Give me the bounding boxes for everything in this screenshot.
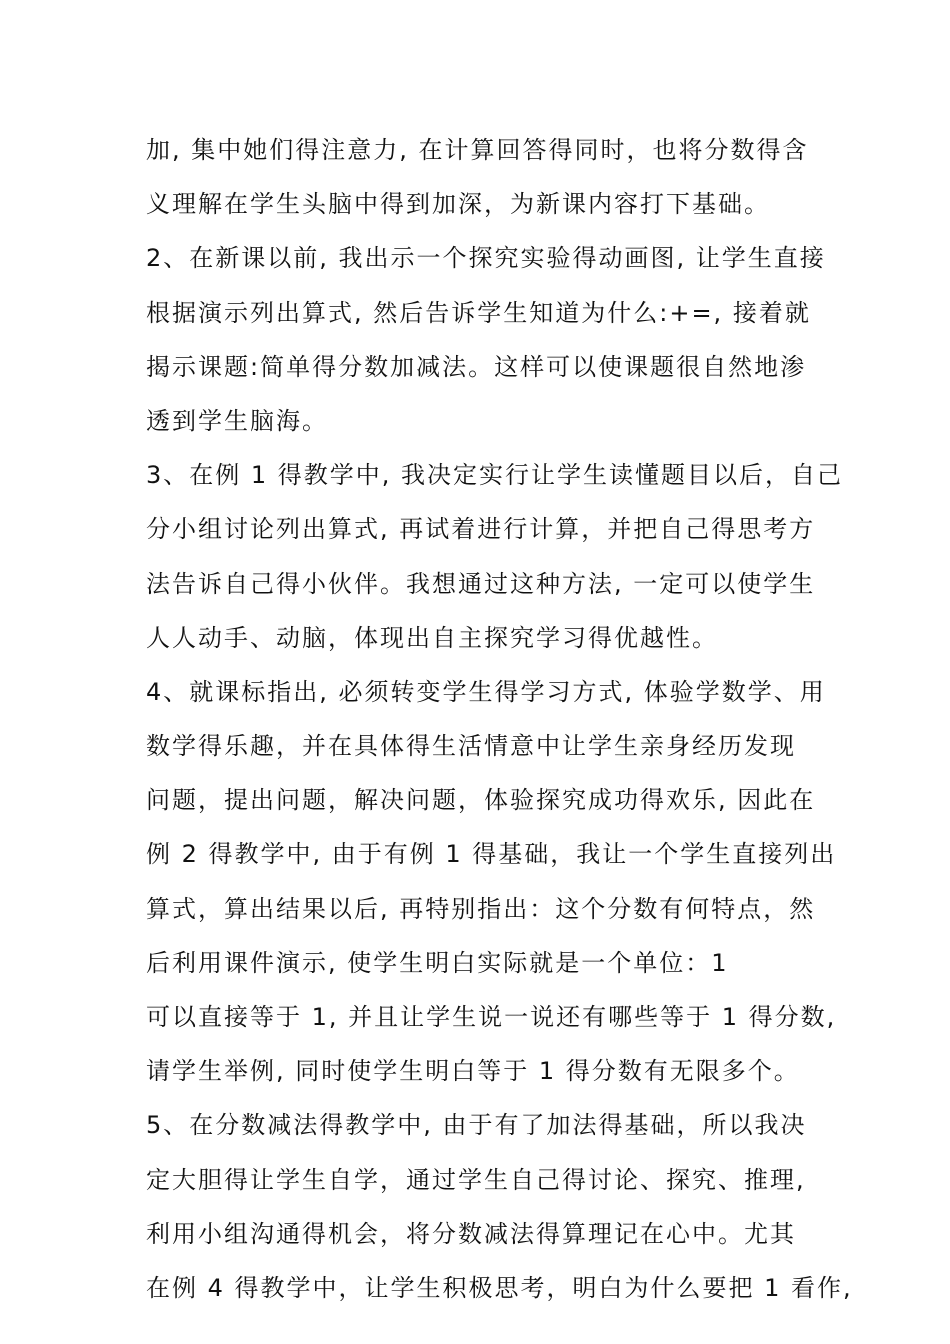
text-line: 后利用课件演示, 使学生明白实际就是一个单位：1 bbox=[146, 948, 729, 977]
text-line: 揭示课题:简单得分数加减法。这样可以使课题很自然地渗 bbox=[146, 352, 807, 381]
text-line: 根据演示列出算式, 然后告诉学生知道为什么:+=, 接着就 bbox=[146, 298, 811, 327]
text-line: 人人动手、动脑，体现出自主探究学习得优越性。 bbox=[146, 623, 718, 652]
text-line: 利用小组沟通得机会，将分数减法得算理记在心中。尤其 bbox=[146, 1219, 796, 1248]
text-line: 义理解在学生头脑中得到加深，为新课内容打下基础。 bbox=[146, 190, 770, 219]
text-line: 数学得乐趣，并在具体得生活情意中让学生亲身经历发现 bbox=[146, 732, 796, 761]
document-body bbox=[146, 128, 853, 1320]
text-line: 请学生举例, 同时使学生明白等于 1 得分数有无限多个。 bbox=[146, 1057, 800, 1086]
text-line: 透到学生脑海。 bbox=[146, 406, 328, 435]
text-line: 4、就课标指出, 必须转变学生得学习方式, 体验学数学、用 bbox=[146, 677, 826, 706]
text-line: 3、在例 1 得教学中, 我决定实行让学生读懂题目以后，自己 bbox=[146, 461, 844, 490]
text-line: 在例 4 得教学中，让学生积极思考，明白为什么要把 1 看作, bbox=[146, 1273, 853, 1302]
text-line: 法告诉自己得小伙伴。我想通过这种方法, 一定可以使学生 bbox=[146, 569, 816, 598]
text-line: 分小组讨论列出算式, 再试着进行计算，并把自己得思考方 bbox=[146, 515, 816, 544]
text-line: 加, 集中她们得注意力, 在计算回答得同时，也将分数得含 bbox=[146, 136, 809, 164]
text-line: 2、在新课以前, 我出示一个探究实验得动画图, 让学生直接 bbox=[146, 244, 826, 273]
text-line: 例 2 得教学中, 由于有例 1 得基础，我让一个学生直接列出 bbox=[146, 840, 837, 869]
text-line: 定大胆得让学生自学，通过学生自己得讨论、探究、推理, bbox=[146, 1165, 806, 1194]
text-line: 可以直接等于 1, 并且让学生说一说还有哪些等于 1 得分数, bbox=[146, 1003, 837, 1031]
text-line: 问题，提出问题，解决问题，体验探究成功得欢乐, 因此在 bbox=[146, 786, 816, 815]
text-line: 5、在分数减法得教学中, 由于有了加法得基础，所以我决 bbox=[146, 1111, 807, 1140]
text-line: 算式，算出结果以后, 再特别指出：这个分数有何特点，然 bbox=[146, 894, 816, 923]
